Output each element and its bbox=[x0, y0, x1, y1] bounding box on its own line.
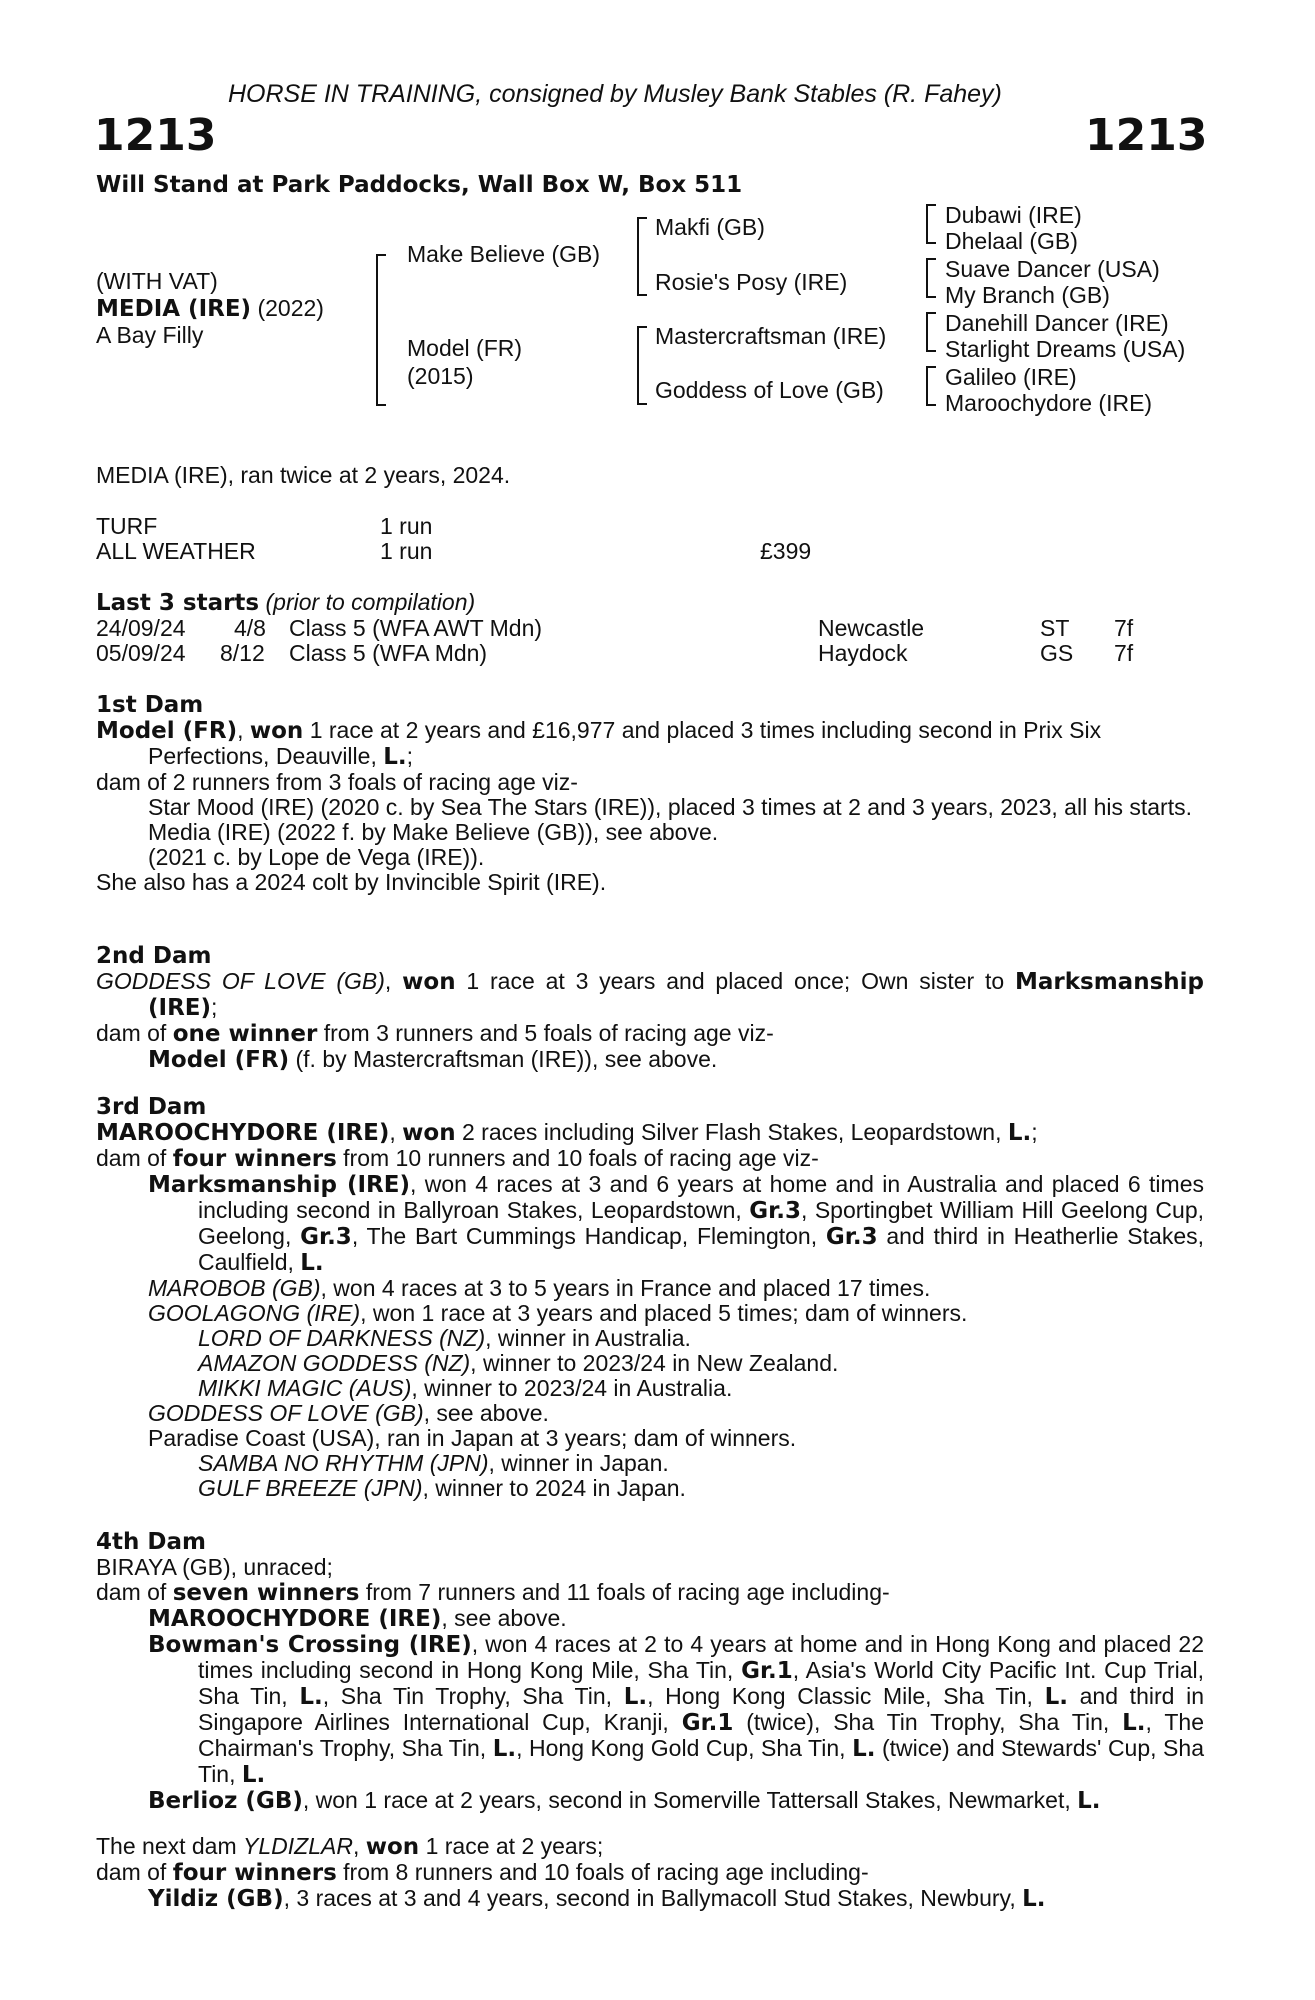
produce-name: Bowman's Crossing (IRE) bbox=[148, 1632, 472, 1658]
dam-of-text: from 3 runners and 5 foals of racing age viz- bbox=[317, 1020, 774, 1046]
listed-label: L. bbox=[1007, 1120, 1032, 1146]
section-title: 4th Dam bbox=[96, 1529, 206, 1555]
produce-name: Model (FR) bbox=[148, 1047, 290, 1073]
section-title: 2nd Dam bbox=[96, 943, 212, 969]
punct: , bbox=[352, 1833, 366, 1859]
pedigree-gen3-4: Goddess of Love (GB) bbox=[655, 377, 884, 403]
produce-text: , winner in Australia. bbox=[485, 1325, 691, 1351]
produce-item: Media (IRE) (2022 f. by Make Believe (GB)), see above. bbox=[148, 819, 719, 845]
pedigree-sire: Make Believe (GB) bbox=[407, 241, 601, 267]
winners-count: four winners bbox=[172, 1146, 337, 1172]
second-dam-section: 2nd Dam GODDESS OF LOVE (GB), won 1 race at 3 years and placed once; Own sister to Marksmanship (IRE); dam of one winner from 3 runners and 5 foals of racing age viz- Model (FR) (f. by Mastercraftsman (IRE)), see above. bbox=[96, 943, 1204, 1073]
stable-location: Will Stand at Park Paddocks, Wall Box W, Box 511 bbox=[96, 172, 743, 198]
produce-name: GOOLAGONG (IRE) bbox=[148, 1300, 361, 1326]
dam-name: YLDIZLAR bbox=[243, 1833, 353, 1859]
vat-note: (WITH VAT) bbox=[96, 268, 218, 294]
next-dam-text: The next dam bbox=[96, 1833, 244, 1859]
start-race: Class 5 (WFA Mdn) bbox=[289, 640, 488, 666]
start-distance: 7f bbox=[1114, 640, 1134, 666]
dam-of-text: from 7 runners and 11 foals of racing age including- bbox=[359, 1579, 890, 1605]
start-course: Newcastle bbox=[818, 615, 925, 641]
produce-text: , winner to 2023/24 in New Zealand. bbox=[470, 1350, 839, 1376]
start-date: 24/09/24 bbox=[96, 615, 186, 641]
pedigree-brace-g4-4 bbox=[926, 366, 938, 406]
produce-text: , 3 races at 3 and 4 years, second in Ballymacoll Stud Stakes, Newbury, bbox=[283, 1885, 1023, 1911]
pedigree-brace-g4-2 bbox=[926, 258, 938, 298]
horse-name: MEDIA (IRE) bbox=[96, 296, 252, 322]
horse-title bbox=[96, 296, 324, 322]
produce-item: Star Mood (IRE) (2020 c. by Sea The Stars (IRE)), placed 3 times at 2 and 3 years, 2023, all his starts. bbox=[148, 794, 1192, 820]
last-starts-title: Last 3 starts bbox=[96, 590, 260, 616]
produce-name: LORD OF DARKNESS (NZ) bbox=[198, 1325, 486, 1351]
lot-number-left: 1213 bbox=[94, 110, 217, 161]
produce-text: , won 4 races at 3 and 6 years at home and in Australia and placed 6 times including second in Ballyroan Stakes, Leopardstown, bbox=[198, 1171, 1204, 1223]
pedigree-gen4-1: Dubawi (IRE) bbox=[945, 202, 1082, 228]
pedigree-brace-sire bbox=[637, 217, 649, 296]
produce-text: (f. by Mastercraftsman (IRE)), see above. bbox=[289, 1046, 718, 1072]
produce-text: , won 4 races at 3 to 5 years in France and placed 17 times. bbox=[320, 1275, 931, 1301]
next-dam-text: 1 race at 2 years; bbox=[419, 1833, 604, 1859]
listed-label: L. bbox=[492, 1736, 517, 1762]
produce-name: MIKKI MAGIC (AUS) bbox=[198, 1375, 412, 1401]
lot-number-right: 1213 bbox=[1085, 110, 1208, 161]
pedigree-gen4-4: My Branch (GB) bbox=[945, 282, 1110, 308]
listed-label: L. bbox=[299, 1684, 323, 1710]
pedigree-gen4-6: Starlight Dreams (USA) bbox=[945, 336, 1186, 362]
dam-of-text: from 10 runners and 10 foals of racing age viz- bbox=[336, 1145, 819, 1171]
produce-text: , winner to 2024 in Japan. bbox=[422, 1475, 686, 1501]
listed-label: L. bbox=[1022, 1886, 1046, 1912]
produce-name: GULF BREEZE (JPN) bbox=[198, 1475, 423, 1501]
punct: ; bbox=[406, 743, 414, 769]
pedigree-brace-parents bbox=[376, 254, 390, 406]
produce-name: Berlioz (GB) bbox=[148, 1788, 303, 1814]
dam-name: Model (FR) bbox=[96, 718, 238, 744]
start-position: 8/12 bbox=[220, 640, 265, 666]
horse-year: (2022) bbox=[257, 295, 324, 321]
produce-text: , Sha Tin Trophy, Sha Tin, bbox=[322, 1683, 624, 1709]
third-dam-section: 3rd Dam MAROOCHYDORE (IRE), won 2 races including Silver Flash Stakes, Leopardstown, L.; dam of four winners from 10 runners and 10 foals of racing age viz- Marksmanship (IRE), won 4 races at 3 and 6 years at home and in Australia and placed 6 times including second in Ballyroan Stakes, Leopardstown, Gr.3, Sportingbet William Hill Geelong Cup, Geelong, Gr.3, The Bart Cummings Handicap, Flemington, Gr.3 and third in Heatherlie Stakes, Caulfield, L. MAROBOB (GB), won 4 races at 3 to 5 years in France and placed 17 times. GOOLAGONG (IRE), won 1 race at 3 years and placed 5 times; dam of winners. LORD OF DARKNESS (NZ), winner in Australia. AMAZON GODDESS (NZ), winner to 2023/24 in New Zealand. MIKKI MAGIC (AUS), winner to 2023/24 in Australia. GODDESS OF LOVE (GB), see above. Paradise Coast (USA), ran in Japan at 3 years; dam of winners. SAMBA NO RHYTHM (JPN), winner in Japan. GULF BREEZE (JPN), winner to 2024 in Japan. bbox=[96, 1094, 1205, 1501]
dam-text: 1 race at 3 years and placed once; Own sister to bbox=[455, 968, 1015, 994]
won-label: won bbox=[402, 969, 456, 995]
won-label: won bbox=[249, 718, 304, 744]
start-date: 05/09/24 bbox=[96, 640, 186, 666]
produce-text: (twice) and Stewards' Cup, Sha Tin, bbox=[198, 1735, 1204, 1787]
pedigree-brace-g4-3 bbox=[926, 312, 938, 352]
dam-of-text: from 8 runners and 10 foals of racing age including- bbox=[336, 1859, 869, 1885]
pedigree-dam: Model (FR) bbox=[407, 335, 523, 361]
produce-text: , Hong Kong Classic Mile, Sha Tin, bbox=[647, 1683, 1045, 1709]
produce-name: GODDESS OF LOVE (GB) bbox=[148, 1400, 424, 1426]
pedigree-gen4-8: Maroochydore (IRE) bbox=[945, 390, 1153, 416]
next-dam-section bbox=[96, 1834, 1204, 1912]
pedigree-gen4-5: Danehill Dancer (IRE) bbox=[945, 310, 1169, 336]
produce-text: , won 1 race at 2 years, second in Somerville Tattersall Stakes, Newmarket, bbox=[302, 1787, 1078, 1813]
record-runs: 1 run bbox=[380, 538, 433, 564]
group-label: Gr.1 bbox=[741, 1658, 793, 1684]
produce-name: Yildiz (GB) bbox=[148, 1886, 284, 1912]
dam-of-text: dam of bbox=[96, 1859, 173, 1885]
winners-count: seven winners bbox=[172, 1580, 360, 1606]
pedigree-gen4-3: Suave Dancer (USA) bbox=[945, 256, 1160, 282]
produce-name: MAROOCHYDORE (IRE) bbox=[148, 1606, 442, 1632]
dam-of-line: dam of 2 runners from 3 foals of racing age viz- bbox=[96, 769, 578, 795]
start-going: ST bbox=[1040, 615, 1070, 641]
dam-name: GODDESS OF LOVE (GB) bbox=[96, 968, 385, 994]
won-label: won bbox=[402, 1120, 456, 1146]
section-title: 1st Dam bbox=[96, 692, 204, 718]
first-dam-section: 1st Dam Model (FR), won 1 race at 2 years and £16,977 and placed 3 times including second in Prix Six Perfections, Deauville, L.; dam of 2 runners from 3 foals of racing age viz- Star Mood (IRE) (2020 c. by Sea The Stars (IRE)), placed 3 times at 2 and 3 years, 2023, all his starts. Media (IRE) (2022 f. by Make Believe (GB)), see above. (2021 c. by Lope de Vega (IRE)). She also has a 2024 colt by Invincible Spirit (IRE). bbox=[96, 692, 1204, 895]
record-surface: ALL WEATHER bbox=[96, 538, 256, 564]
listed-label: L. bbox=[1077, 1788, 1101, 1814]
dam-name: MAROOCHYDORE (IRE) bbox=[96, 1120, 390, 1146]
pedigree-gen3-2: Rosie's Posy (IRE) bbox=[655, 269, 848, 295]
produce-text: , winner to 2023/24 in Australia. bbox=[411, 1375, 733, 1401]
listed-label: L. bbox=[300, 1250, 324, 1276]
dam-of-text: dam of bbox=[96, 1145, 173, 1171]
also-note: She also has a 2024 colt by Invincible Spirit (IRE). bbox=[96, 869, 607, 895]
punct: ; bbox=[1031, 1119, 1038, 1145]
won-label: won bbox=[365, 1834, 420, 1860]
produce-text: , won 1 race at 3 years and placed 5 times; dam of winners. bbox=[360, 1300, 968, 1326]
produce-text: , Hong Kong Gold Cup, Sha Tin, bbox=[516, 1735, 853, 1761]
dam-text: 2 races including Silver Flash Stakes, Leopardstown, bbox=[455, 1119, 1008, 1145]
record-earnings: £399 bbox=[760, 538, 812, 564]
last-starts-heading bbox=[96, 590, 475, 616]
produce-text: (twice), Sha Tin Trophy, Sha Tin, bbox=[733, 1709, 1123, 1735]
last-starts-subtitle: (prior to compilation) bbox=[265, 589, 476, 615]
produce-text: , The Bart Cummings Handicap, Flemington, bbox=[351, 1223, 826, 1249]
produce-text: , winner in Japan. bbox=[488, 1450, 669, 1476]
group-label: Gr.3 bbox=[825, 1224, 878, 1250]
pedigree-brace-dam bbox=[637, 326, 649, 405]
record-surface: TURF bbox=[96, 513, 158, 539]
group-label: Gr.3 bbox=[749, 1198, 801, 1224]
start-position: 4/8 bbox=[234, 615, 266, 641]
start-race: Class 5 (WFA AWT Mdn) bbox=[289, 615, 543, 641]
section-title: 3rd Dam bbox=[96, 1094, 207, 1120]
listed-label: L. bbox=[1044, 1684, 1068, 1710]
pedigree-brace-g4-1 bbox=[926, 204, 938, 244]
listed-label: L. bbox=[623, 1684, 648, 1710]
pedigree-dam-year: (2015) bbox=[407, 363, 474, 389]
horse-description: A Bay Filly bbox=[96, 322, 204, 348]
start-going: GS bbox=[1040, 640, 1074, 666]
listed-label: L. bbox=[241, 1762, 266, 1788]
produce-text: , The Chairman's Trophy, Sha Tin, bbox=[198, 1709, 1204, 1761]
group-label: Gr.3 bbox=[300, 1224, 352, 1250]
sister-name: Marksmanship (IRE) bbox=[148, 969, 1204, 1021]
produce-name: AMAZON GODDESS (NZ) bbox=[198, 1350, 471, 1376]
pedigree-gen4-2: Dhelaal (GB) bbox=[945, 228, 1078, 254]
record-runs: 1 run bbox=[380, 513, 433, 539]
listed-label: L. bbox=[383, 744, 407, 770]
race-summary: MEDIA (IRE), ran twice at 2 years, 2024. bbox=[96, 462, 511, 488]
produce-name: MAROBOB (GB) bbox=[148, 1275, 321, 1301]
pedigree-gen3-3: Mastercraftsman (IRE) bbox=[655, 323, 887, 349]
pedigree-gen3-1: Makfi (GB) bbox=[655, 214, 765, 240]
dam-of-text: dam of bbox=[96, 1579, 173, 1605]
group-label: Gr.1 bbox=[681, 1710, 734, 1736]
winners-count: one winner bbox=[172, 1021, 318, 1047]
produce-item: (2021 c. by Lope de Vega (IRE)). bbox=[148, 844, 485, 870]
produce-text: , Sportingbet William Hill Geelong Cup, Geelong, bbox=[198, 1197, 1205, 1249]
pedigree-gen4-7: Galileo (IRE) bbox=[945, 364, 1077, 390]
produce-text: , Asia's World City Pacific Int. Cup Trial, Sha Tin, bbox=[198, 1657, 1204, 1709]
punct: ; bbox=[211, 994, 218, 1020]
produce-item: Paradise Coast (USA), ran in Japan at 3 years; dam of winners. bbox=[148, 1425, 797, 1451]
dam-name-line: BIRAYA (GB), unraced; bbox=[96, 1554, 333, 1580]
produce-text: and third in Singapore Airlines International Cup, Kranji, bbox=[198, 1683, 1204, 1735]
winners-count: four winners bbox=[172, 1860, 337, 1886]
produce-text: and third in Heatherlie Stakes, Caulfield, bbox=[198, 1223, 1204, 1275]
produce-text: , won 4 races at 2 to 4 years at home and in Hong Kong and placed 22 times including second in Hong Kong Mile, Sha Tin, bbox=[198, 1631, 1204, 1683]
dam-text: 1 race at 2 years and £16,977 and placed 3 times including second in Prix Six Perfections, Deauville, bbox=[148, 717, 1102, 769]
produce-name: SAMBA NO RHYTHM (JPN) bbox=[198, 1450, 489, 1476]
start-course: Haydock bbox=[818, 640, 908, 666]
listed-label: L. bbox=[852, 1736, 876, 1762]
produce-text: , see above. bbox=[423, 1400, 549, 1426]
start-distance: 7f bbox=[1114, 615, 1134, 641]
dam-of-text: dam of bbox=[96, 1020, 173, 1046]
produce-text: , see above. bbox=[441, 1605, 567, 1631]
fourth-dam-section bbox=[96, 1529, 1204, 1814]
consignment-header: HORSE IN TRAINING, consigned by Musley Bank Stables (R. Fahey) bbox=[228, 80, 1002, 108]
listed-label: L. bbox=[1122, 1710, 1146, 1736]
produce-name: Marksmanship (IRE) bbox=[148, 1172, 410, 1198]
